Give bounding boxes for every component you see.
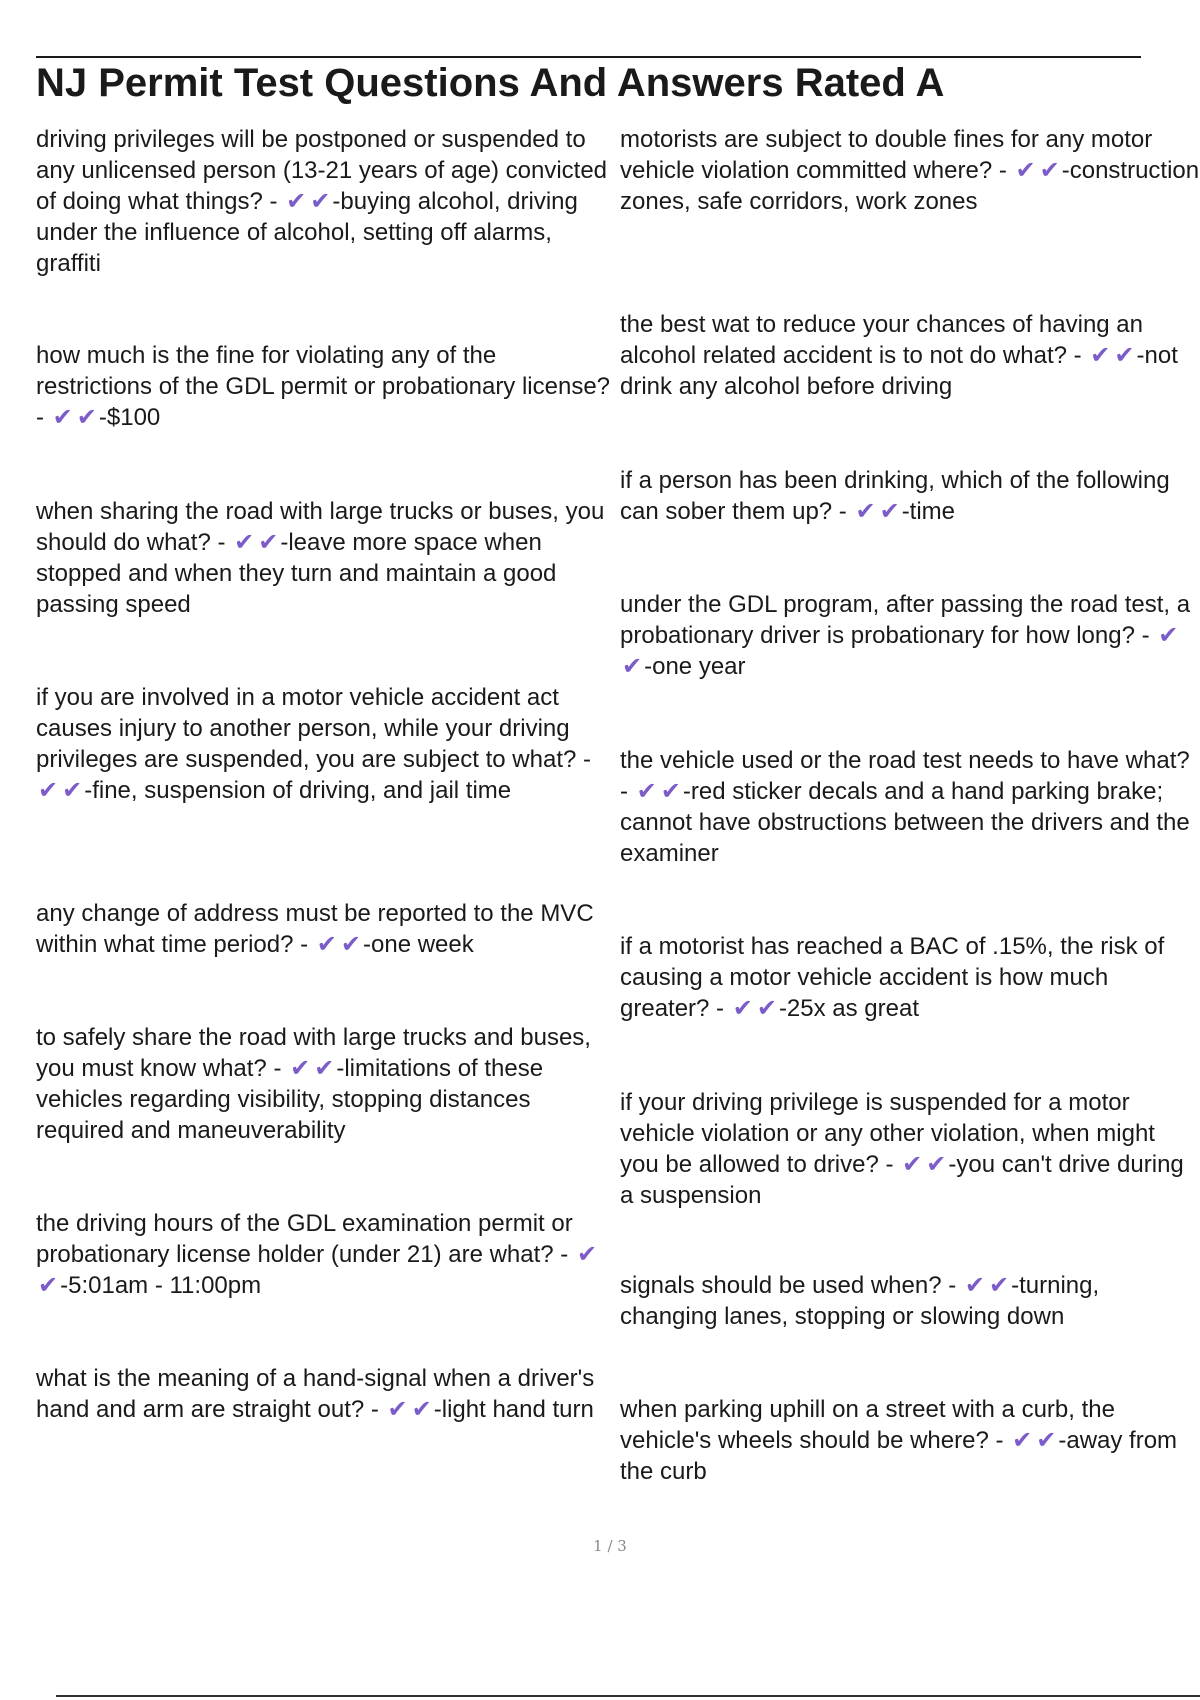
answer-text: -one year [644,653,746,680]
question-text: if you are involved in a motor vehicle accident act causes injury to another person, while your driving privileges are suspended, you are subject to what? - [36,684,591,773]
question-text: to safely share the road with large trucks and buses, you must know what? - [36,1024,591,1082]
check-icon: ✔ [340,930,362,958]
check-icon: ✔ [964,1271,985,1299]
question-text: if your driving privilege is suspended for a motor vehicle violation or any other violation, when might you be allowed to drive? - [620,1089,1155,1178]
question-text: when parking uphill on a street with a curb, the vehicle's wheels should be where? - [620,1396,1115,1454]
qa-item [36,898,616,960]
check-icon: ✔ [636,777,657,805]
check-icon: ✔ [62,776,83,804]
check-icon: ✔ [1114,341,1135,369]
question-text: the vehicle used or the road test needs to have what? - [620,747,1190,805]
check-icon: ✔ [1036,1426,1057,1454]
answer-text: -away from the curb [620,1427,1178,1485]
check-icon: ✔ [855,497,876,525]
check-icon: ✔ [879,497,900,525]
question-text: if a motorist has reached a BAC of .15%, the risk of causing a motor vehicle accident is how much greater? - [620,933,1165,1022]
qa-item [620,745,1200,869]
check-icon: ✔ [622,652,643,680]
check-icon: ✔ [1158,621,1179,649]
answer-text: -red sticker decals and a hand parking brake; cannot have obstructions between the drivers and the examiner [620,778,1190,867]
answer-text: -$100 [98,404,161,431]
check-icon: ✔ [38,776,59,804]
question-text: the driving hours of the GDL examination permit or probationary license holder (under 21) are what? - [36,1210,575,1268]
answer-text: -turning, changing lanes, stopping or slowing down [620,1272,1100,1330]
qa-item [36,1208,616,1301]
check-icon: ✔ [1012,1426,1033,1454]
check-icon: ✔ [576,1240,598,1268]
qa-item [620,1270,1200,1332]
answer-text: -leave more space when stopped and when they turn and maintain a good passing speed [36,529,557,618]
question-text: the best wat to reduce your chances of having an alcohol related accident is to not do what? - [620,311,1143,369]
check-icon: ✔ [1039,156,1060,184]
qa-item [36,1363,616,1425]
check-icon: ✔ [258,528,279,556]
check-icon: ✔ [234,528,255,556]
check-icon: ✔ [1090,341,1111,369]
question-text: what is the meaning of a hand-signal when a driver's hand and arm are straight out? - [36,1365,595,1423]
title-strike-rule [36,56,1141,58]
footer-rule [56,1695,1200,1697]
question-text: how much is the fine for violating any of the restrictions of the GDL permit or probationary license? - [36,342,611,431]
question-text: when sharing the road with large trucks or buses, you should do what? - [36,498,605,556]
check-icon: ✔ [989,1271,1010,1299]
check-icon: ✔ [316,930,337,958]
question-text: any change of address must be reported to the MVC within what time period? - [36,900,594,958]
answer-text: -buying alcohol, driving under the influence of alcohol, setting off alarms, graffiti [36,188,578,277]
qa-item [620,1394,1200,1487]
answer-text: -time [901,498,956,525]
page-number: 1 / 3 [593,1537,627,1555]
answer-text: -not drink any alcohol before driving [620,342,1178,400]
qa-item [620,589,1200,682]
question-text: under the GDL program, after passing the road test, a probationary driver is probationary for how long? - [620,591,1191,649]
qa-item [36,124,616,279]
check-icon: ✔ [732,994,753,1022]
qa-item [36,496,616,620]
qa-item [620,309,1200,402]
check-icon: ✔ [52,403,73,431]
answer-text: -limitations of these vehicles regarding visibility, stopping distances required and maneuverability [36,1055,544,1144]
check-icon: ✔ [387,1395,408,1423]
answer-text: -fine, suspension of driving, and jail time [84,777,512,804]
question-text: driving privileges will be postponed or suspended to any unlicensed person (13-21 years of age) convicted of doing what things? - [36,126,608,215]
check-icon: ✔ [38,1271,59,1299]
check-icon: ✔ [660,777,681,805]
qa-item [36,682,616,806]
check-icon: ✔ [290,1054,311,1082]
check-icon: ✔ [902,1150,923,1178]
qa-item [620,931,1200,1024]
answer-text: -construction zones, safe corridors, work zones [620,157,1200,215]
check-icon: ✔ [76,403,97,431]
qa-item [36,1022,616,1146]
qa-item [620,465,1200,527]
question-text: motorists are subject to double fines for any motor vehicle violation committed where? - [620,126,1153,184]
answer-text: -one week [363,931,474,958]
answer-text: -25x as great [778,995,920,1022]
check-icon: ✔ [310,187,331,215]
qa-item [620,124,1200,217]
qa-item [620,1087,1200,1211]
answer-text: -light hand turn [433,1396,594,1423]
answer-text: -you can't drive during a suspension [620,1151,1184,1209]
check-icon: ✔ [286,187,307,215]
question-text: if a person has been drinking, which of the following can sober them up? - [620,467,1170,525]
document-title: NJ Permit Test Questions And Answers Rated A [36,60,945,105]
check-icon: ✔ [926,1150,947,1178]
check-icon: ✔ [1015,156,1036,184]
answer-text: -5:01am - 11:00pm [60,1272,262,1299]
check-icon: ✔ [756,994,777,1022]
question-text: signals should be used when? - [620,1272,963,1299]
qa-item [36,340,616,433]
check-icon: ✔ [411,1395,432,1423]
check-icon: ✔ [314,1054,335,1082]
